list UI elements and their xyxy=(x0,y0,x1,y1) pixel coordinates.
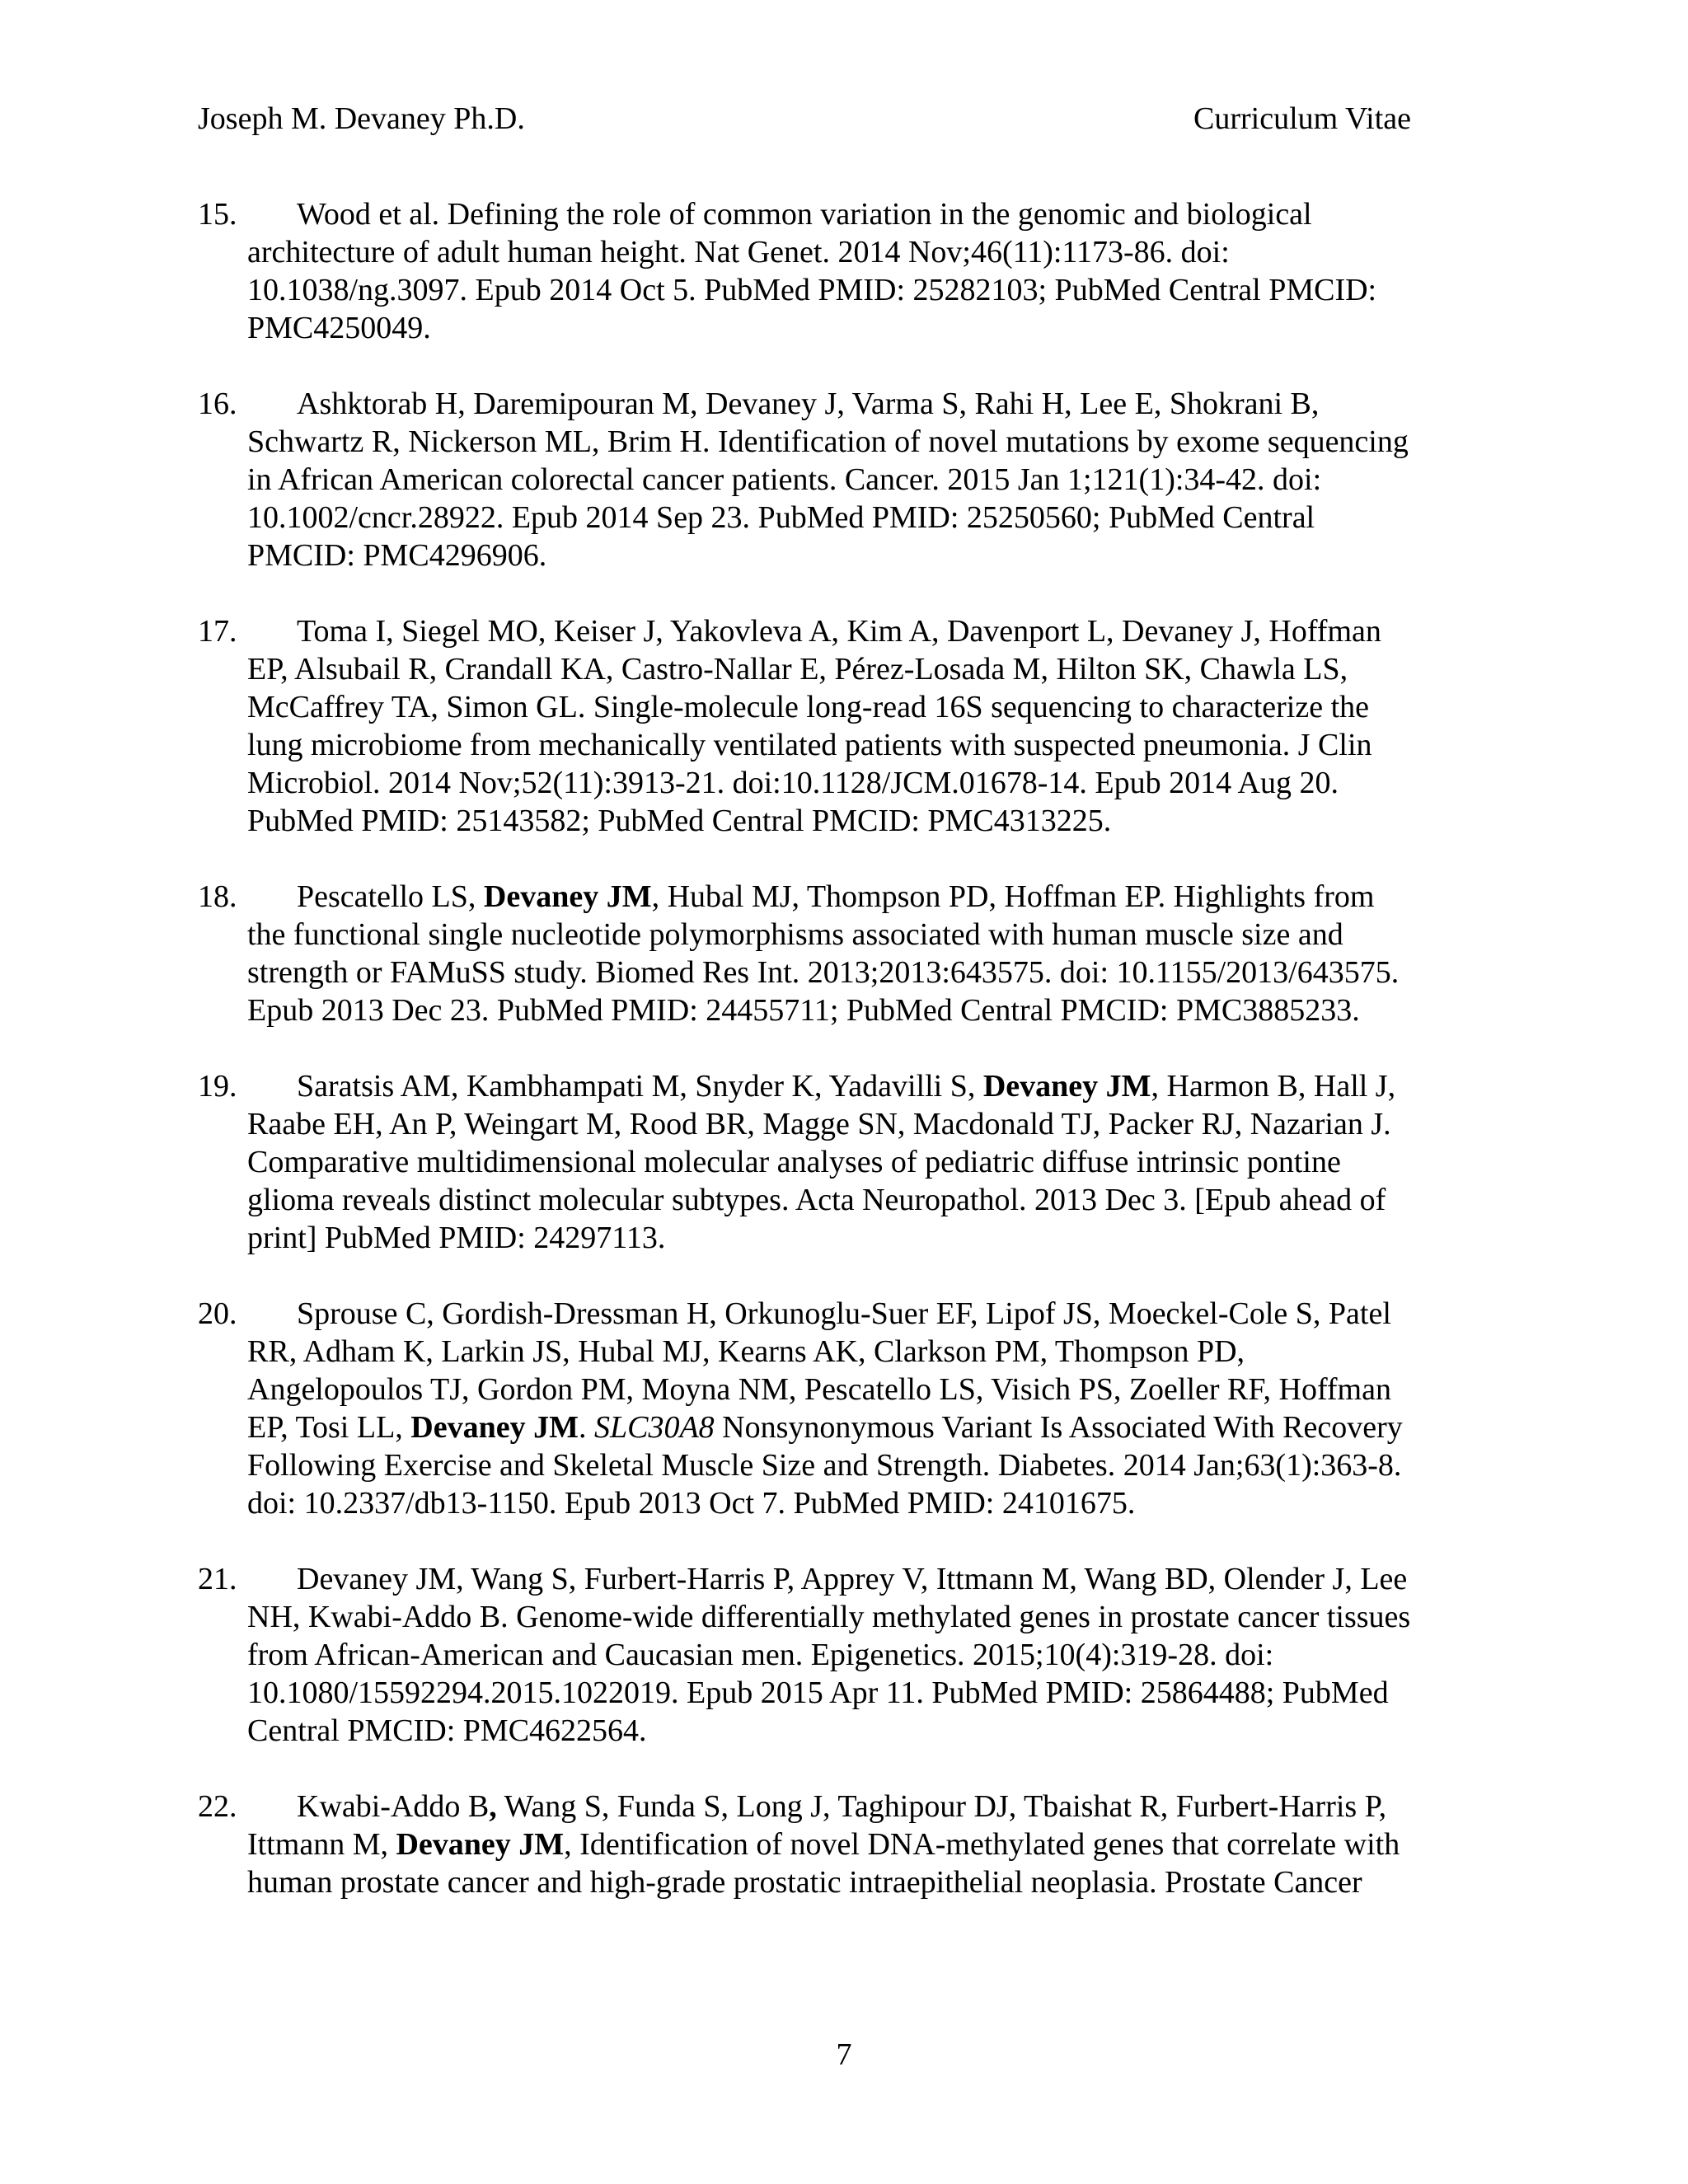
reference-number: 18. xyxy=(198,879,237,914)
reference-text-run: 10.1080/15592294.2015.1022019. Epub 2015 Apr 11. PubMed PMID: 25864488; PubMed xyxy=(247,1675,1389,1710)
bold-author-name: Devaney JM xyxy=(982,1069,1151,1104)
reference-line xyxy=(247,878,1517,916)
reference-line xyxy=(247,991,1517,1029)
reference-line xyxy=(247,1067,1517,1105)
reference-line xyxy=(247,499,1517,537)
reference-text-run: Sprouse C, Gordish-Dressman H, Orkunoglu-Suer EF, Lipof JS, Moeckel-Cole S, Patel xyxy=(297,1296,1391,1331)
header-document-type: Curriculum Vitae xyxy=(1193,101,1411,136)
reference-text-run: PMC4250049. xyxy=(247,311,431,345)
reference-text-run: PubMed PMID: 25143582; PubMed Central PMCID: PMC4313225. xyxy=(247,804,1112,838)
reference-line xyxy=(247,1825,1517,1863)
reference-line xyxy=(247,1333,1517,1371)
reference-line xyxy=(247,954,1517,991)
reference-line xyxy=(247,1484,1517,1522)
reference-line xyxy=(247,1143,1517,1181)
reference-text-run: the functional single nucleotide polymorphisms associated with human muscle size and xyxy=(247,917,1343,952)
reference-text xyxy=(247,878,1517,1029)
reference-number: 21. xyxy=(198,1562,237,1596)
reference-line xyxy=(247,1674,1517,1712)
reference-text-run: Kwabi-Addo B xyxy=(297,1789,490,1824)
reference-line xyxy=(247,1598,1517,1636)
reference-entry xyxy=(198,1067,1517,1257)
reference-text-run: McCaffrey TA, Simon GL. Single-molecule long-read 16S sequencing to characterize the xyxy=(247,690,1370,724)
reference-line xyxy=(247,1636,1517,1674)
reference-line xyxy=(247,1863,1517,1901)
reference-text-run: NH, Kwabi-Addo B. Genome-wide differentially methylated genes in prostate cancer tissues xyxy=(247,1600,1411,1634)
reference-text-run: Central PMCID: PMC4622564. xyxy=(247,1713,647,1748)
reference-number: 20. xyxy=(198,1296,237,1331)
reference-entry xyxy=(198,385,1517,574)
reference-text-run: Angelopoulos TJ, Gordon PM, Moyna NM, Pescatello LS, Visich PS, Zoeller RF, Hoffman xyxy=(247,1372,1391,1407)
italic-gene-name: SLC30A8 xyxy=(593,1410,715,1445)
reference-number: 22. xyxy=(198,1789,237,1824)
reference-text-run: . xyxy=(578,1410,594,1445)
reference-text xyxy=(247,1067,1517,1257)
reference-line xyxy=(247,461,1517,499)
reference-text-run: EP, Tosi LL, xyxy=(247,1410,411,1445)
reference-line xyxy=(247,309,1517,347)
reference-text-run: Saratsis AM, Kambhampati M, Snyder K, Yadavilli S, xyxy=(297,1069,983,1104)
reference-line xyxy=(247,612,1517,650)
reference-line xyxy=(247,1371,1517,1408)
page-header xyxy=(198,97,1411,140)
reference-line xyxy=(247,537,1517,574)
reference-text-run: 10.1002/cncr.28922. Epub 2014 Sep 23. PubMed PMID: 25250560; PubMed Central xyxy=(247,500,1315,535)
reference-text-run: Devaney JM, Wang S, Furbert-Harris P, Apprey V, Ittmann M, Wang BD, Olender J, Lee xyxy=(297,1562,1408,1596)
reference-text-run: strength or FAMuSS study. Biomed Res Int. 2013;2013:643575. doi: 10.1155/2013/643575. xyxy=(247,955,1400,990)
reference-text-run: PMCID: PMC4296906. xyxy=(247,538,547,573)
reference-number: 19. xyxy=(198,1069,237,1104)
reference-text-run: Following Exercise and Skeletal Muscle Size and Strength. Diabetes. 2014 Jan;63(1):363-8. xyxy=(247,1448,1402,1483)
reference-line xyxy=(247,916,1517,954)
reference-text-run: from African-American and Caucasian men. Epigenetics. 2015;10(4):319-28. doi: xyxy=(247,1638,1274,1672)
reference-text xyxy=(247,195,1517,347)
reference-text-run: in African American colorectal cancer patients. Cancer. 2015 Jan 1;121(1):34-42. doi: xyxy=(247,462,1322,497)
reference-text-run: EP, Alsubail R, Crandall KA, Castro-Nallar E, Pérez-Losada M, Hilton SK, Chawla LS, xyxy=(247,652,1348,687)
reference-text-run: architecture of adult human height. Nat Genet. 2014 Nov;46(11):1173-86. doi: xyxy=(247,235,1230,269)
reference-text-run: lung microbiome from mechanically ventilated patients with suspected pneumonia. J Clin xyxy=(247,728,1372,762)
reference-number: 15. xyxy=(198,197,237,232)
reference-entry xyxy=(198,195,1517,347)
bold-author-name: Devaney JM xyxy=(396,1827,565,1862)
reference-text-run: Nonsynonymous Variant Is Associated With Recovery xyxy=(714,1410,1403,1445)
reference-list xyxy=(198,195,1517,1939)
reference-text-run: Schwartz R, Nickerson ML, Brim H. Identification of novel mutations by exome sequencing xyxy=(247,424,1409,459)
reference-text xyxy=(247,1788,1517,1901)
reference-text-run: Comparative multidimensional molecular analyses of pediatric diffuse intrinsic pontine xyxy=(247,1145,1341,1179)
reference-text-run: Wang S, Funda S, Long J, Taghipour DJ, Tbaishat R, Furbert-Harris P, xyxy=(496,1789,1387,1824)
reference-line xyxy=(247,1408,1517,1446)
reference-line xyxy=(247,650,1517,688)
reference-text-run: Epub 2013 Dec 23. PubMed PMID: 24455711; PubMed Central PMCID: PMC3885233. xyxy=(247,993,1360,1028)
reference-text xyxy=(247,612,1517,840)
reference-line xyxy=(247,1446,1517,1484)
reference-text xyxy=(247,385,1517,574)
reference-line xyxy=(247,1105,1517,1143)
reference-text-run: Pescatello LS, xyxy=(297,879,484,914)
reference-text-run: Ittmann M, xyxy=(247,1827,396,1862)
reference-line xyxy=(247,423,1517,461)
bold-author-name: Devaney JM xyxy=(483,879,652,914)
reference-text-run: Raabe EH, An P, Weingart M, Rood BR, Magge SN, Macdonald TJ, Packer RJ, Nazarian J. xyxy=(247,1107,1391,1141)
reference-text-run: print] PubMed PMID: 24297113. xyxy=(247,1221,666,1255)
bold-author-name: Devaney JM xyxy=(410,1410,579,1445)
reference-text-run: 10.1038/ng.3097. Epub 2014 Oct 5. PubMed PMID: 25282103; PubMed Central PMCID: xyxy=(247,273,1377,307)
reference-line xyxy=(247,195,1517,233)
reference-line xyxy=(247,233,1517,271)
reference-text-run: human prostate cancer and high-grade prostatic intraepithelial neoplasia. Prostate Cancer xyxy=(247,1865,1362,1900)
reference-text-run: Toma I, Siegel MO, Keiser J, Yakovleva A, Kim A, Davenport L, Devaney J, Hoffman xyxy=(297,614,1381,649)
reference-entry xyxy=(198,1295,1517,1522)
reference-number: 16. xyxy=(198,387,237,421)
reference-entry xyxy=(198,1560,1517,1750)
reference-line xyxy=(247,688,1517,726)
reference-text-run: Ashktorab H, Daremipouran M, Devaney J, Varma S, Rahi H, Lee E, Shokrani B, xyxy=(297,387,1320,421)
reference-line xyxy=(247,1560,1517,1598)
reference-entry xyxy=(198,1788,1517,1901)
reference-text xyxy=(247,1295,1517,1522)
reference-line xyxy=(247,1295,1517,1333)
bold-author-name: , xyxy=(489,1789,497,1824)
reference-text-run: , Identification of novel DNA-methylated genes that correlate with xyxy=(564,1827,1400,1862)
reference-text-run: glioma reveals distinct molecular subtypes. Acta Neuropathol. 2013 Dec 3. [Epub ahead of xyxy=(247,1183,1386,1217)
reference-text xyxy=(247,1560,1517,1750)
reference-line xyxy=(247,271,1517,309)
reference-line xyxy=(247,764,1517,802)
reference-text-run: Wood et al. Defining the role of common variation in the genomic and biological xyxy=(297,197,1312,232)
reference-line xyxy=(247,1219,1517,1257)
reference-line xyxy=(247,1788,1517,1825)
header-author: Joseph M. Devaney Ph.D. xyxy=(198,101,525,136)
reference-line xyxy=(247,1181,1517,1219)
reference-text-run: doi: 10.2337/db13-1150. Epub 2013 Oct 7. PubMed PMID: 24101675. xyxy=(247,1486,1136,1521)
page-number: 7 xyxy=(836,2037,852,2072)
reference-entry xyxy=(198,612,1517,840)
reference-entry xyxy=(198,878,1517,1029)
reference-text-run: , Harmon B, Hall J, xyxy=(1151,1069,1396,1104)
reference-text-run: RR, Adham K, Larkin JS, Hubal MJ, Kearns AK, Clarkson PM, Thompson PD, xyxy=(247,1334,1245,1369)
reference-line xyxy=(247,1712,1517,1750)
reference-number: 17. xyxy=(198,614,237,649)
reference-line xyxy=(247,726,1517,764)
reference-text-run: , Hubal MJ, Thompson PD, Hoffman EP. Highlights from xyxy=(651,879,1375,914)
reference-text-run: Microbiol. 2014 Nov;52(11):3913-21. doi:10.1128/JCM.01678-14. Epub 2014 Aug 20. xyxy=(247,766,1339,800)
reference-line xyxy=(247,802,1517,840)
reference-line xyxy=(247,385,1517,423)
